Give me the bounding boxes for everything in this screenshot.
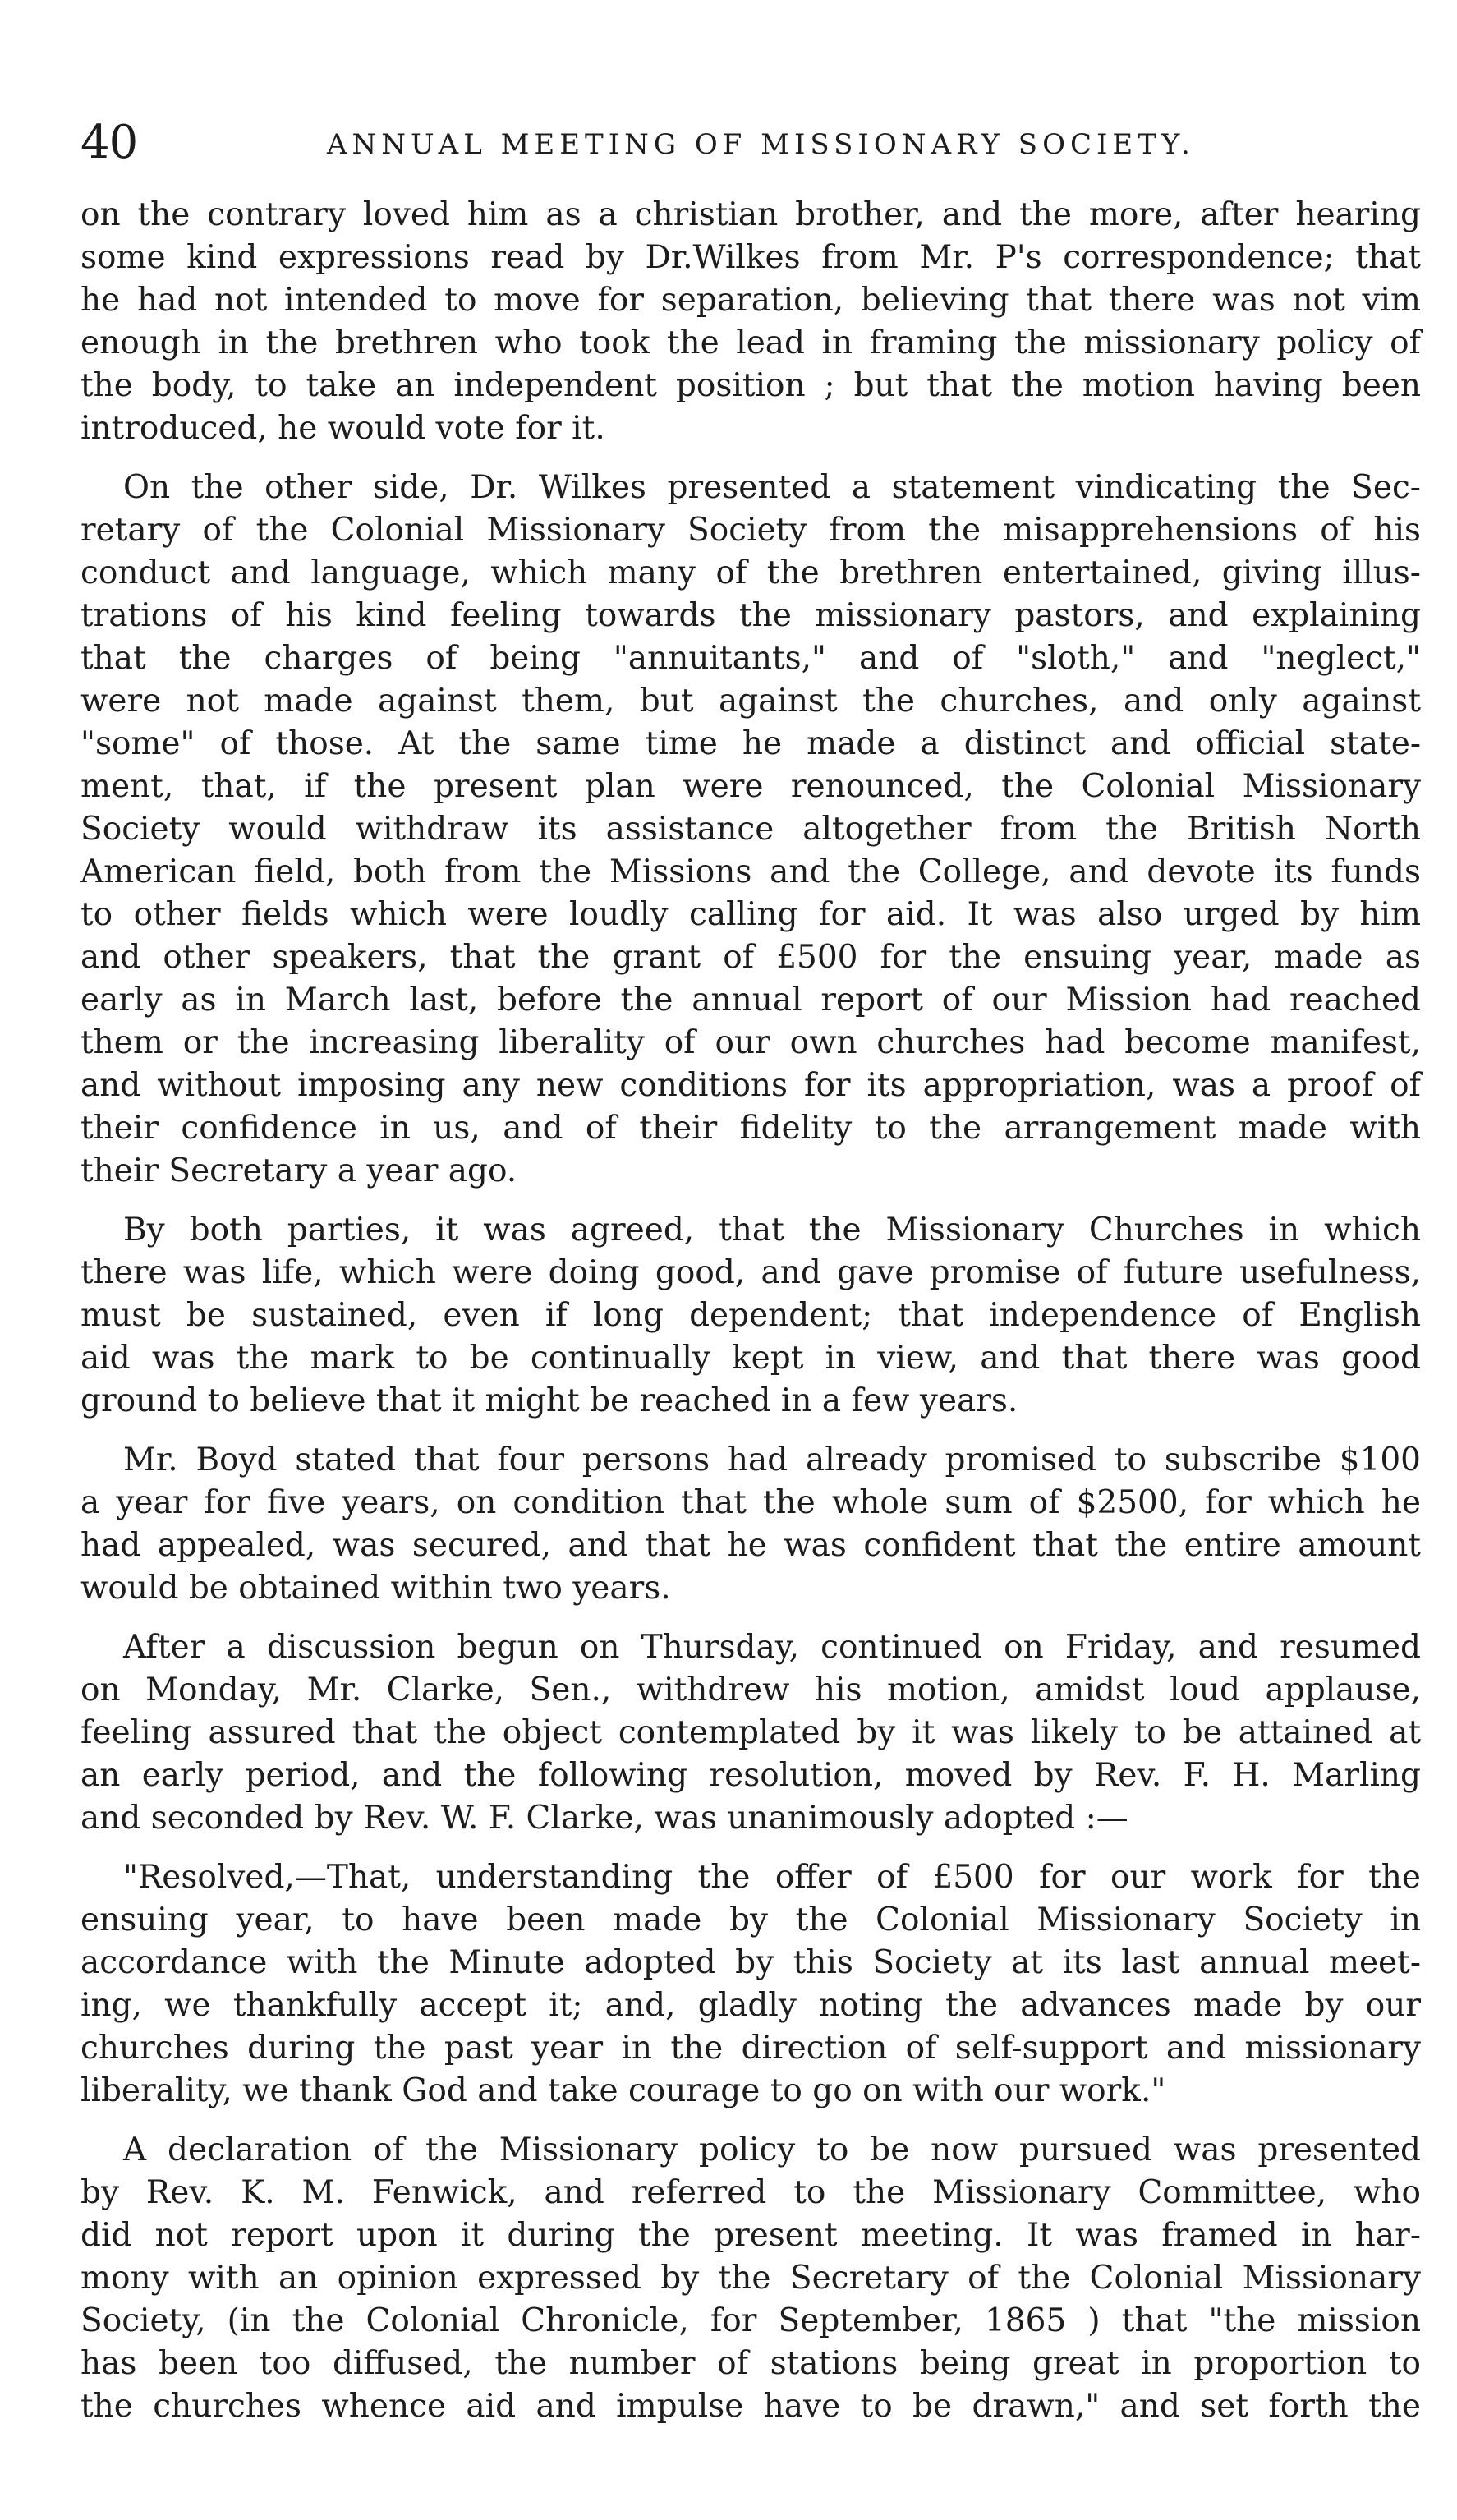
text-line: a year for five years, on condition that the whole sum of $2500, for which he (80, 1484, 1421, 1521)
text-line: must be sustained, even if long dependent; that independence of English (80, 1297, 1421, 1334)
paragraph-7 (80, 2129, 1421, 2428)
text-line: conduct and language, which many of the brethren entertained, giving illus- (80, 554, 1421, 591)
text-line: and without imposing any new conditions for its appropriation, was a proof of (80, 1067, 1421, 1104)
text-line: were not made against them, but against the churches, and only against (80, 683, 1421, 720)
text-line: would be obtained within two years. (80, 1570, 671, 1607)
text-line: ment, that, if the present plan were renounced, the Colonial Missionary (80, 768, 1421, 805)
text-line: aid was the mark to be continually kept in view, and that there was good (80, 1340, 1421, 1377)
text-line: A declaration of the Missionary policy to be now pursued was presented (123, 2131, 1421, 2168)
text-line: early as in March last, before the annual report of our Mission had reached (80, 982, 1421, 1019)
text-line: liberality, we thank God and take courage to go on with our work." (80, 2072, 1166, 2109)
text-line: that the charges of being "annuitants," and of "sloth," and "neglect," (80, 640, 1421, 677)
paragraph-4 (80, 1439, 1421, 1610)
text-line: ensuing year, to have been made by the Colonial Missionary Society in (80, 1901, 1421, 1938)
text-line: By both parties, it was agreed, that the Missionary Churches in which (123, 1212, 1421, 1249)
text-line: mony with an opinion expressed by the Secretary of the Colonial Missionary (80, 2260, 1421, 2297)
text-line: and seconded by Rev. W. F. Clarke, was unanimously adopted :— (80, 1800, 1128, 1837)
text-line: feeling assured that the object contemplated by it was likely to be attained at (80, 1714, 1421, 1751)
text-line: the churches whence aid and impulse have to be drawn," and set forth the (80, 2388, 1421, 2425)
text-line: had appealed, was secured, and that he was confident that the entire amount (80, 1527, 1421, 1564)
text-line: churches during the past year in the direction of self-support and missionary (80, 2030, 1421, 2067)
paragraph-3 (80, 1209, 1421, 1423)
text-line: enough in the brethren who took the lead in framing the missionary policy of (80, 324, 1421, 361)
text-line: did not report upon it during the present meeting. It was framed in har- (80, 2217, 1421, 2254)
page-header (80, 117, 1421, 182)
text-line: their Secretary a year ago. (80, 1152, 517, 1189)
text-line: trations of his kind feeling towards the missionary pastors, and explaining (80, 597, 1421, 634)
body-text (80, 194, 1421, 2428)
text-line: he had not intended to move for separation, believing that there was not vim (80, 282, 1421, 319)
text-line: and other speakers, that the grant of £500 for the ensuing year, made as (80, 939, 1421, 976)
text-line: on Monday, Mr. Clarke, Sen., withdrew his motion, amidst loud applause, (80, 1672, 1421, 1708)
text-line: them or the increasing liberality of our own churches had become manifest, (80, 1024, 1421, 1061)
text-line: "Resolved,—That, understanding the offer of £500 for our work for the (123, 1859, 1421, 1896)
paragraph-5 (80, 1626, 1421, 1840)
text-line: introduced, he would vote for it. (80, 410, 605, 447)
text-line: Society, (in the Colonial Chronicle, for September, 1865 ) that "the mission (80, 2302, 1421, 2339)
paragraph-1 (80, 194, 1421, 450)
text-line: accordance with the Minute adopted by this Society at its last annual meet- (80, 1944, 1421, 1981)
text-line: "some" of those. At the same time he made a distinct and official state- (80, 725, 1421, 762)
resolution-paragraph (80, 1856, 1421, 2113)
text-line: their confidence in us, and of their fidelity to the arrangement made with (80, 1110, 1421, 1147)
text-line: there was life, which were doing good, and gave promise of future usefulness, (80, 1254, 1421, 1291)
text-line: ing, we thankfully accept it; and, gladly noting the advances made by our (80, 1987, 1421, 2024)
page-number: 40 (80, 116, 138, 169)
text-line: the body, to take an independent position ; but that the motion having been (80, 367, 1421, 404)
running-head: ANNUAL MEETING OF MISSIONARY SOCIETY. (327, 128, 1195, 161)
text-line: to other fields which were loudly calling for aid. It was also urged by him (80, 896, 1421, 933)
text-line: American field, both from the Missions and the College, and devote its funds (80, 853, 1421, 890)
text-line: Society would withdraw its assistance altogether from the British North (80, 811, 1421, 848)
paragraph-2 (80, 467, 1421, 1193)
text-line: On the other side, Dr. Wilkes presented a statement vindicating the Sec- (123, 469, 1421, 506)
text-line: an early period, and the following resolution, moved by Rev. F. H. Marling (80, 1757, 1421, 1794)
text-line: retary of the Colonial Missionary Society from the misapprehensions of his (80, 512, 1421, 549)
text-line: some kind expressions read by Dr.Wilkes from Mr. P's correspondence; that (80, 239, 1421, 276)
text-line: ground to believe that it might be reached in a few years. (80, 1382, 1018, 1419)
text-line: by Rev. K. M. Fenwick, and referred to the Missionary Committee, who (80, 2174, 1421, 2211)
text-line: Mr. Boyd stated that four persons had already promised to subscribe $100 (123, 1442, 1421, 1478)
text-line: After a discussion begun on Thursday, continued on Friday, and resumed (123, 1629, 1421, 1666)
text-line: on the contrary loved him as a christian brother, and the more, after hearing (80, 196, 1421, 233)
text-line: has been too diffused, the number of stations being great in proportion to (80, 2345, 1421, 2382)
